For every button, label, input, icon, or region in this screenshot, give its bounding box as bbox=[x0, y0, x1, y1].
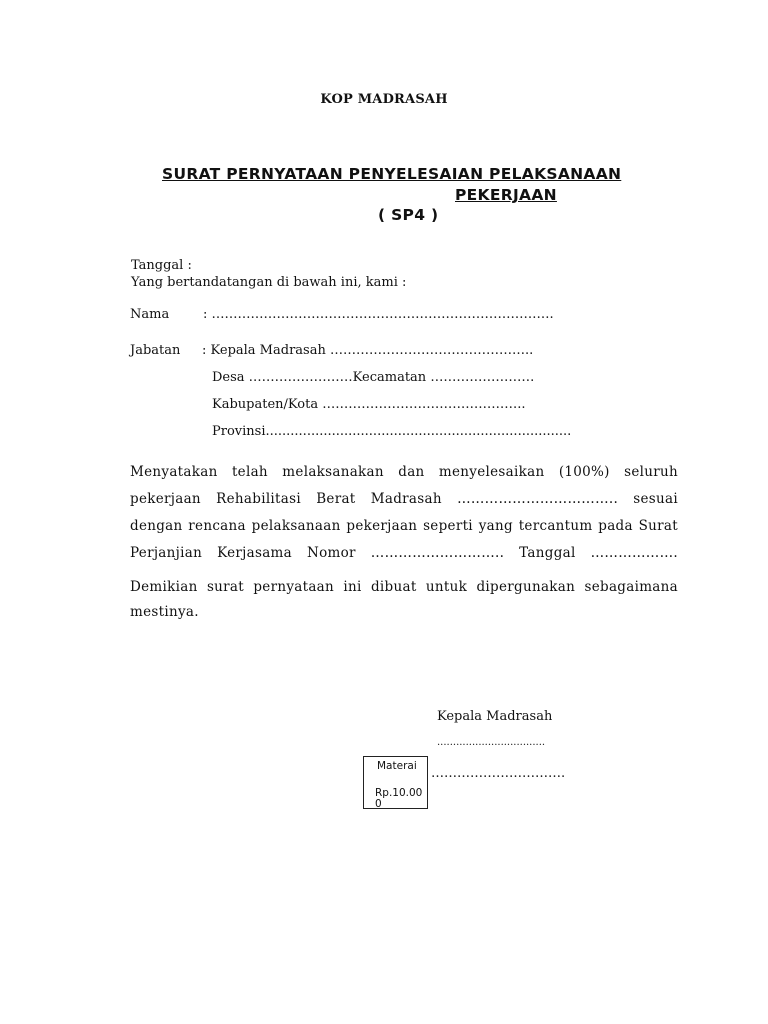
materai-value: Rp.10.000 bbox=[375, 787, 423, 809]
jabatan-value: : Kepala Madrasah ……………………………………….. bbox=[202, 343, 534, 358]
desa-kecamatan-line: Desa ……………………Kecamatan …………………… bbox=[212, 370, 535, 385]
materai-label: Materai bbox=[377, 760, 417, 772]
document-code: ( SP4 ) bbox=[378, 206, 439, 224]
document-title-line-2: PEKERJAAN bbox=[455, 186, 557, 204]
closing-paragraph: Demikian surat pernyataan ini dibuat untuk dipergunakan sebagaimana bbox=[130, 579, 678, 595]
nama-value: : ……………………………………………………………………. bbox=[203, 307, 554, 322]
signature-title: Kepala Madrasah bbox=[437, 709, 553, 724]
tanggal-label: Tanggal : bbox=[131, 258, 192, 273]
signature-dots: .................................. bbox=[437, 737, 546, 748]
provinsi-line: Provinsi.......................................................................... bbox=[212, 424, 572, 439]
kop-madrasah-heading: KOP MADRASAH bbox=[320, 92, 448, 107]
document-title-line-1: SURAT PERNYATAAN PENYELESAIAN PELAKSANAAN bbox=[162, 165, 622, 183]
jabatan-label: Jabatan bbox=[130, 343, 181, 358]
closing-paragraph-end: mestinya. bbox=[130, 604, 199, 620]
signatory-name-placeholder: …………………………. bbox=[431, 766, 566, 781]
nama-label: Nama bbox=[130, 307, 170, 322]
signatory-statement: Yang bertandatangan di bawah ini, kami : bbox=[131, 275, 407, 290]
statement-paragraph: Menyatakan telah melaksanakan dan menyelesaikan (100%) seluruh pekerjaan Rehabilitasi Berat Madrasah …………………………….. sesuai dengan rencana pelaksanaan pekerjaan seperti yang tercantum pada Surat Perjanjian Kerjasama Nomor ……………………….. Tanggal ………………. bbox=[130, 464, 678, 561]
kabupaten-kota-line: Kabupaten/Kota ……………………………………….. bbox=[212, 397, 526, 412]
materai-stamp-box bbox=[363, 756, 428, 809]
